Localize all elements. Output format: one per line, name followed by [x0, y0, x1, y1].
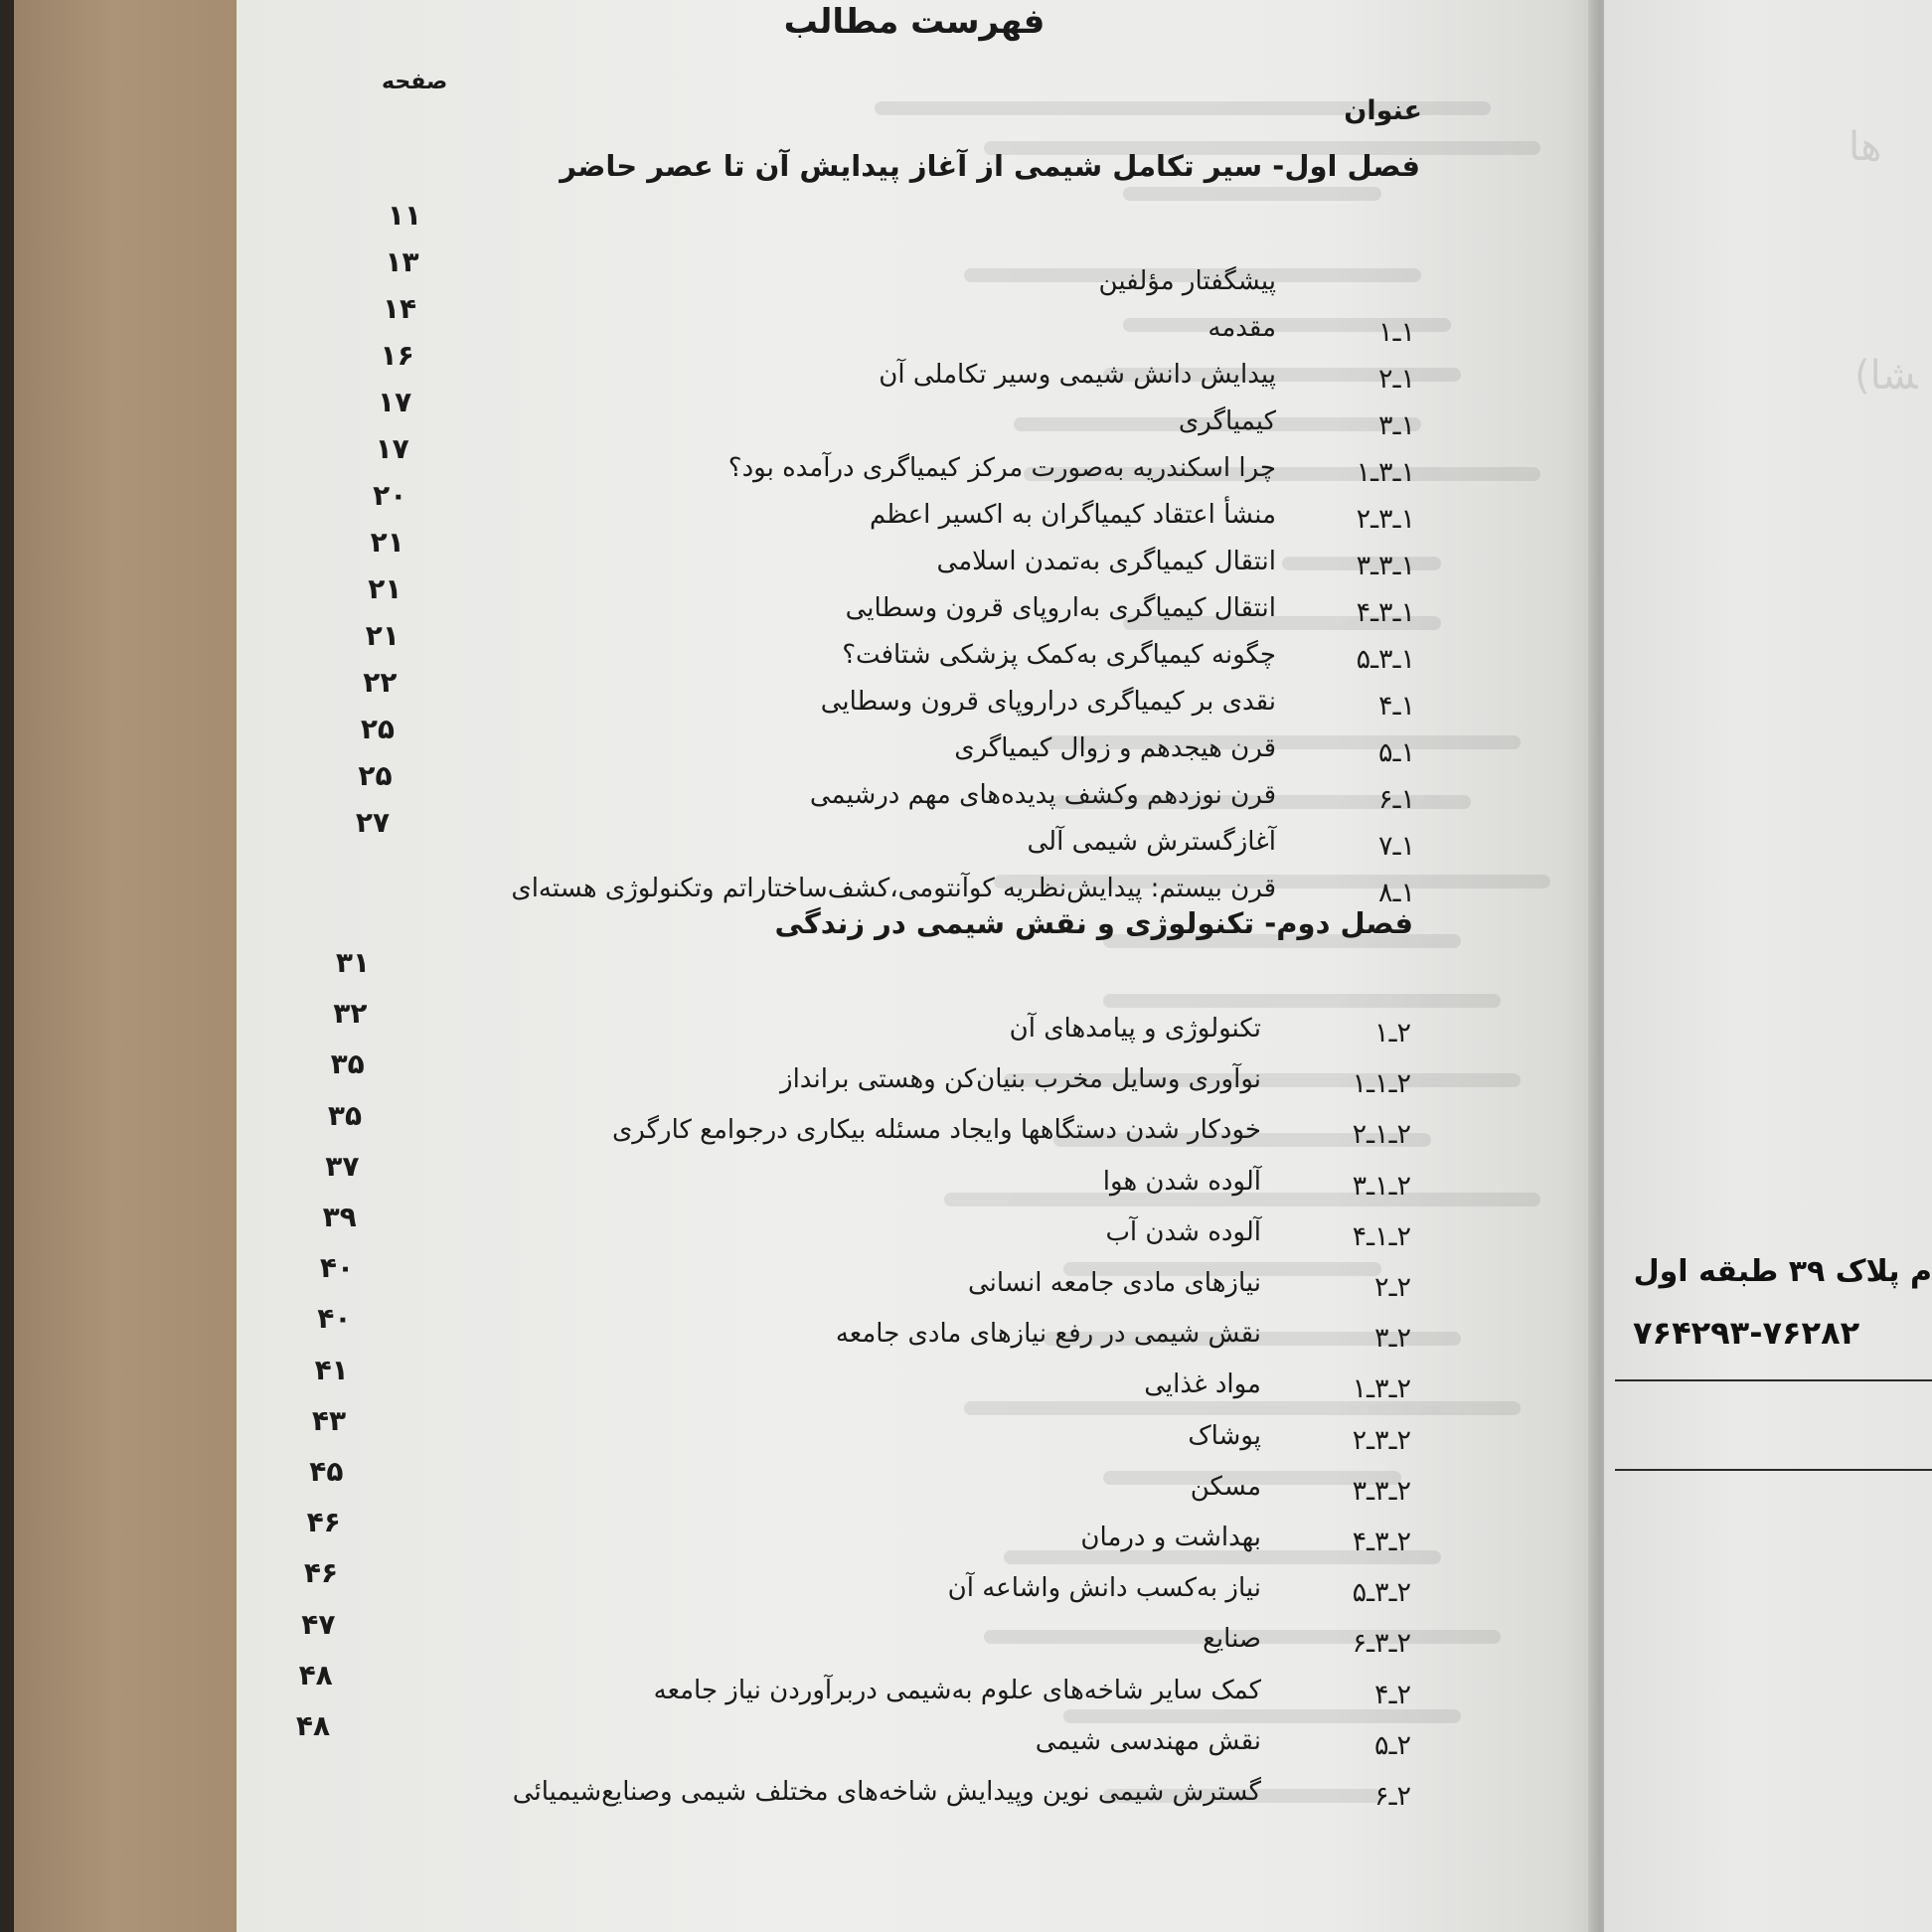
toc-entry-title: آلوده شدن هوا — [1102, 1166, 1261, 1197]
right-page-rule-1 — [1615, 1379, 1932, 1381]
toc-entry-page: ۲۱ — [370, 526, 404, 559]
right-page-phone: ۷۶۴۲۹۳-۷۶۲۸۲ — [1633, 1314, 1860, 1352]
toc-entry-number: ۲ـ۲ — [1374, 1272, 1411, 1303]
toc-entry-page: ۳۱ — [335, 946, 371, 979]
toc-entry-title: آغازگسترش شیمی آلی — [1027, 827, 1276, 857]
toc-entry-title: نیازهای مادی جامعه انسانی — [967, 1268, 1261, 1298]
toc-entry-title: خودکار شدن دستگاهها وایجاد مسئله بیکاری درجوامع کارگری — [611, 1115, 1261, 1146]
toc-entry-title: نقش مهندسی شیمی — [1035, 1725, 1261, 1756]
toc-entry-title: منشأ اعتقاد کیمیاگران به اکسیر اعظم — [869, 500, 1276, 530]
toc-entry-page: ۱۱ — [387, 199, 422, 232]
toc-entry-page: ۳۵ — [327, 1098, 363, 1132]
right-page-rule-2 — [1615, 1469, 1932, 1471]
toc-entry-page: ۴۳ — [311, 1403, 347, 1437]
toc-entry-title: انتقال کیمیاگری به‌تمدن اسلامی — [936, 547, 1276, 576]
toc-entry-title: گسترش شیمی نوین وپیدایش شاخه‌های مختلف شیمی وصنایع‌شیمیائی — [512, 1777, 1261, 1807]
toc-entry-page: ۴۵ — [309, 1455, 344, 1488]
toc-entry-number: ۱ـ۲ — [1378, 364, 1415, 395]
toc-entry-number: ۱ـ۳ـ۱ — [1356, 457, 1415, 488]
toc-entry-number: ۱ـ۶ — [1378, 784, 1415, 815]
chapter2-heading: فصل دوم- تکنولوژی و نقش شیمی در زندگی — [774, 906, 1413, 940]
toc-entry-title: پیشگفتار مؤلفین — [1098, 266, 1276, 296]
cardboard-background — [14, 0, 239, 1932]
toc-entry-title: نیاز به‌کسب دانش واشاعه آن — [947, 1573, 1261, 1604]
toc-entry-number: ۲ـ۳ـ۲ — [1352, 1424, 1411, 1456]
toc-entry-number: ۲ـ۴ — [1374, 1679, 1411, 1710]
toc-entry-title: قرن بیستم: پیدایش‌نظریه کوآنتومی،کشف‌ساختاراتم وتکنولوژی هسته‌ای — [511, 874, 1276, 903]
toc-entry-number: ۲ـ۳ـ۴ — [1352, 1527, 1411, 1557]
right-page-address: م پلاک ۳۹ طبقه اول — [1633, 1254, 1932, 1289]
toc-entry-number: ۱ـ۳ـ۳ — [1356, 551, 1415, 581]
toc-entry-page: ۳۹ — [322, 1201, 357, 1233]
toc-entry-title: مواد غذایی — [1144, 1369, 1261, 1400]
toc-entry-title: پوشاک — [1188, 1420, 1261, 1451]
toc-entry-number: ۲ـ۳ـ۳ — [1352, 1475, 1411, 1507]
toc-entry-page: ۴۸ — [295, 1709, 331, 1742]
toc-entry-number: ۱ـ۵ — [1378, 737, 1415, 768]
toc-entry-title: چگونه کیمیاگری به‌کمک پزشکی شتافت؟ — [842, 640, 1276, 670]
toc-entry-page: ۱۴ — [382, 292, 417, 325]
toc-entry-number: ۲ـ۱ـ۴ — [1352, 1220, 1411, 1252]
toc-entry-page: ۱۶ — [380, 339, 414, 372]
toc-entry-number: ۲ـ۳ — [1374, 1323, 1411, 1355]
toc-entry-page: ۲۲ — [363, 666, 398, 699]
toc-entry-page: ۲۵ — [358, 759, 393, 792]
toc-entry-page: ۴۷ — [301, 1607, 336, 1641]
toc-entry-title: قرن نوزدهم وکشف پدیده‌های مهم درشیمی — [809, 780, 1276, 810]
toc-entry-number: ۱ـ۳ — [1378, 410, 1415, 441]
toc-entry-page: ۴۶ — [306, 1506, 341, 1539]
table-edge — [0, 0, 14, 1932]
toc-entry-page: ۳۷ — [325, 1149, 360, 1183]
right-page-faint-text: ﺸﺎ) — [1854, 353, 1918, 399]
toc-entry-page: ۲۱ — [368, 572, 402, 605]
toc-entry-number: ۱ـ۳ـ۵ — [1356, 644, 1415, 675]
toc-entry-title: صنایع — [1203, 1624, 1261, 1655]
toc-entry-title: پیدایش دانش شیمی وسیر تکاملی آن — [879, 360, 1276, 390]
toc-entry-title: چرا اسکندریه به‌صورت مرکز کیمیاگری درآمده بود؟ — [727, 453, 1276, 483]
toc-entry-page: ۲۱ — [365, 619, 400, 652]
right-page-faint-heading: ﻫﺎ — [1849, 124, 1882, 170]
toc-entry-page: ۴۰ — [319, 1251, 355, 1285]
toc-entry-page: ۲۵ — [360, 713, 396, 745]
toc-entry-title: تکنولوژی و پیامدهای آن — [1009, 1014, 1261, 1044]
toc-entry-number: ۲ـ۳ـ۱ — [1352, 1373, 1411, 1405]
toc-entry-title: قرن هیجدهم و زوال کیمیاگری — [954, 733, 1276, 763]
toc-entry-page: ۱۳ — [385, 245, 419, 278]
toc-entry-number: ۱ـ۸ — [1378, 878, 1415, 908]
chapter1-heading: فصل اول- سیر تکامل شیمی از آغاز پیدایش آن تا عصر حاضر — [560, 149, 1420, 183]
toc-entry-number: ۱ـ۷ — [1378, 831, 1415, 862]
column-header-title: عنوان — [1344, 95, 1422, 126]
toc-entry-number: ۲ـ۳ـ۶ — [1352, 1628, 1411, 1660]
toc-entry-title: نقش شیمی در رفع نیازهای مادی جامعه — [835, 1319, 1261, 1350]
toc-entry-page: ۲۷ — [355, 806, 391, 839]
toc-entry-page: ۳۲ — [333, 997, 368, 1031]
toc-entry-title: مقدمه — [1208, 313, 1276, 343]
toc-entry-number: ۱ـ۳ـ۴ — [1356, 597, 1415, 628]
toc-entry-title: مسکن — [1190, 1471, 1261, 1502]
toc-entry-number: ۲ـ۱ـ۱ — [1352, 1068, 1411, 1100]
toc-entry-page: ۴۸ — [298, 1658, 333, 1691]
toc-entry-number: ۲ـ۵ — [1374, 1729, 1411, 1761]
toc-entry-number: ۲ـ۶ — [1374, 1781, 1411, 1812]
toc-entry-title: کمک سایر شاخه‌های علوم به‌شیمی دربرآوردن نیاز جامعه — [653, 1675, 1261, 1705]
toc-entry-page: ۴۱ — [314, 1353, 349, 1386]
toc-entry-page: ۲۰ — [373, 479, 407, 512]
toc-entry-title: نقدی بر کیمیاگری دراروپای قرون وسطایی — [820, 687, 1276, 717]
book-page-right — [1604, 0, 1932, 1932]
toc-entry-page: ۴۰ — [317, 1302, 352, 1336]
toc-entry-number: ۱ـ۱ — [1378, 317, 1415, 348]
toc-entry-title: کیمیاگری — [1178, 406, 1276, 436]
toc-entry-page: ۱۷ — [375, 432, 409, 465]
page-title: فهرست مطالب — [783, 2, 1046, 42]
toc-entry-title: انتقال کیمیاگری به‌اروپای قرون وسطایی — [845, 593, 1276, 623]
toc-entry-page: ۴۶ — [303, 1556, 339, 1590]
toc-entry-number: ۱ـ۴ — [1378, 691, 1415, 722]
toc-entry-number: ۲ـ۱ـ۳ — [1352, 1170, 1411, 1202]
toc-entry-number: ۲ـ۱ — [1374, 1018, 1411, 1048]
toc-entry-title: بهداشت و درمان — [1080, 1523, 1261, 1552]
toc-entry-page: ۱۷ — [378, 386, 412, 418]
toc-entry-title: نوآوری وسایل مخرب بنیان‌کن وهستی برانداز — [780, 1064, 1261, 1095]
toc-entry-page: ۳۵ — [330, 1047, 365, 1081]
toc-entry-number: ۲ـ۱ـ۲ — [1352, 1119, 1411, 1151]
toc-entry-number: ۲ـ۳ـ۵ — [1352, 1577, 1411, 1609]
column-header-page: صفحه — [382, 70, 448, 94]
toc-entry-number: ۱ـ۳ـ۲ — [1356, 504, 1415, 535]
toc-entry-title: آلوده شدن آب — [1105, 1216, 1261, 1247]
